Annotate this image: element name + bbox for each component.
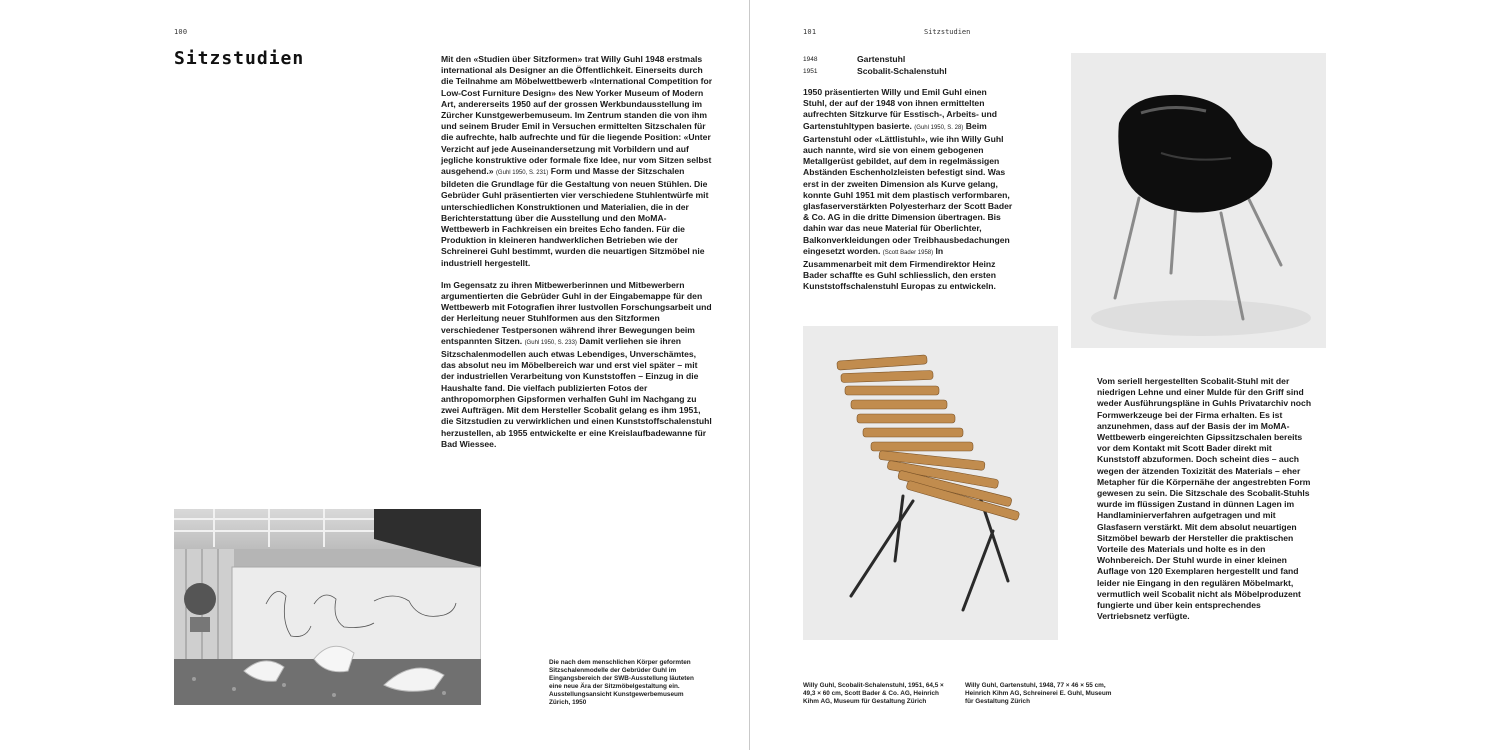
right-body-text-2 bbox=[1097, 376, 1313, 633]
paragraph: Mit den «Studien über Sitzformen» trat Willy Guhl 1948 erstmals international als Designer an die Öffentlichkeit. Einerseits durch die Teilnahme am Möbelwettbewerb «International Competition for Low-Cost Furniture Design» des New Yorker Museum of Modern Art, andererseits 1950 auf der grossen Werkbundausstellung im Zürcher Kunstgewerbemuseum. Im Zentrum standen die von ihm und seinem Bruder Emil in Versuchen ermittelten Sitzschalen für die aufrechte, halb aufrechte und für die liegende Position: «Unter Verzicht auf jede Auseinandersetzung mit Vorbildern und auf jegliche konstruktive oder formale fixe Idee, nur vom Sitzen selbst ausgehend.» (Guhl 1950, S. 231) Form und Masse der Sitzschalen bildeten die Grundlage für die Gestaltung von neuen Stühlen. Die Gebrüder Guhl präsentierten vier verschiedene Stuhlentwürfe mit unterschiedlichen Konstruktionen und Materialien, die in der Berichterstattung über die Ausstellung und den MoMA-Wettbewerb in Fachkreisen ein breites Echo fanden. Für die Produktion in kleineren handwerklichen Betrieben wie der Schreinerei Guhl bestimmt, wurden die neuartigen Sitzmöbel nie industriell hergestellt. bbox=[441, 54, 713, 268]
scobalit-chair-drawing bbox=[1071, 53, 1326, 348]
page-number-right: 101 bbox=[803, 28, 817, 36]
exhibition-photo bbox=[174, 509, 481, 705]
chapter-title: Sitzstudien bbox=[174, 48, 305, 69]
paragraph: Vom seriell hergestellten Scobalit-Stuhl mit der niedrigen Lehne und einer Mulde für den Griff sind weder Ausführungspläne in Guhls Privatarchiv noch Formwerkzeuge bei der Firma erhalten. Es ist anzunehmen, dass auf der Basis der im MoMA-Wettbewerb eingereichten Gipssitzschalen bereits vor dem Kontakt mit Scott Bader direkt mit Kunststoff abzuformen. Doch scheint dies – auch wegen der ätzenden Toxizität des Materials – eher Metapher für die Körpernähe der angestrebten Form gewesen zu sein. Die Sitzschale des Scobalit-Stuhls wurde im flüssigen Zustand in dünnen Lagen im Handlaminierverfahren aufgetragen und mit Glasfasern verstärkt. Mit dem absolut neuartigen Sitzmöbel bewarb der Hersteller die praktischen Vorteile des Materials und holte es in den Wohnbereich. Der Stuhl wurde in einer kleinen Auflage von 120 Exemplaren hergestellt und fand leider nie Eingang in den regulären Möbelmarkt, vermutlich weil Scobalit nicht als Möbelproduzent fungierte und über kein entsprechendes Vertriebsnetz verfügte. bbox=[1097, 376, 1312, 622]
caption-garden-chair: Willy Guhl, Gartenstuhl, 1948, 77 × 46 × 55 cm, Heinrich Kihm AG, Schreinerei E. Guhl, Museum für Gestaltung Zürich bbox=[965, 682, 1112, 706]
citation: (Scott Bader 1958) bbox=[882, 249, 934, 256]
scobalit-chair-photo bbox=[1071, 53, 1326, 348]
page-number-left: 100 bbox=[174, 28, 188, 36]
right-body-text-1 bbox=[803, 87, 1013, 304]
exhibition-photo-drawing bbox=[174, 509, 481, 705]
paragraph: 1950 präsentierten Willy und Emil Guhl einen Stuhl, der auf der 1948 von ihnen ermittelten aufrechten Sitzkurve für Esstisch-, Arbeits- und Gartenstuhltypen basierte. (Guhl 1950, S. 28) Beim Gartenstuhl oder «Lättlistuhl», wie ihn Willy Guhl auch nannte, wird sie von einem gebogenen Metallgerüst gebildet, auf dem in regelmässigen Abständen Eschenholzleisten befestigt sind. Was erst in der zweiten Dimension als Kurve gelang, konnte Guhl 1951 mit dem plastisch verformbaren, glasfaserverstärkten Polyesterharz der Scott Bader & Co. AG in die dritte Dimension übertragen. Bis dahin war das neue Material für Oberlichter, Balkonverkleidungen oder Treibhausbedachungen eingesetzt worden. (Scott Bader 1958) In Zusammenarbeit mit dem Firmendirektor Heinz Bader schaffte es Guhl schliesslich, den ersten Kunststoffschalenstuhl Europas zu entwickeln. bbox=[803, 87, 1013, 292]
date-year: 1951 bbox=[803, 67, 818, 75]
left-page bbox=[0, 0, 749, 750]
date-title: Scobalit-Schalenstuhl bbox=[857, 65, 947, 76]
photo-caption-exhibition: Die nach dem menschlichen Körper geformten Sitzschalenmodelle der Gebrüder Guhl im Eingangsbereich der SWB-Ausstellung läuteten eine neue Ära der Sitzmöbelgestaltung ein. Ausstellungsansicht Kunstgewerbemuseum Zürich, 1950 bbox=[549, 659, 694, 707]
running-head: Sitzstudien bbox=[924, 28, 971, 36]
dates-list bbox=[803, 54, 947, 77]
garden-chair-photo bbox=[803, 326, 1058, 640]
date-row bbox=[803, 66, 947, 78]
date-row bbox=[803, 54, 947, 66]
citation: (Guhl 1950, S. 28) bbox=[914, 124, 964, 131]
paragraph: Im Gegensatz zu ihren Mitbewerberinnen und Mitbewerbern argumentierten die Gebrüder Guhl in der Eingabemappe für den Wettbewerb mit Fotografien ihrer lustvollen Forschungsarbeit und der Herleitung neuer Stuhlformen aus den Sitzformen verschiedener Testpersonen während ihrer Bewegungen beim entspannten Sitzen. (Guhl 1950, S. 233) Damit verliehen sie ihren Sitzschalenmodellen auch etwas Lebendiges, Unverschämtes, das absolut neu im Möbelbereich war und erst viel später – mit der industriellen Verarbeitung von Kunststoffen – Einzug in die Haushalte fand. Die vielfach publizierten Fotos der anthropomorphen Gipsformen verhalfen Guhl im Nachgang zu zwei Aufträgen. Mit dem Hersteller Scobalit gelang es ihm 1951, die Sitzstudien zu verwirklichen und einen Kunststoffschalenstuhl herzustellen, ab 1955 entwickelte er eine Kreislaufbadewanne für Bad Wiessee. bbox=[441, 279, 712, 449]
caption-scobalit-chair: Willy Guhl, Scobalit-Schalenstuhl, 1951, 64,5 × 49,3 × 60 cm, Scott Bader & Co. AG, Heinrich Kihm AG, Museum für Gestaltung Zürich bbox=[803, 682, 944, 706]
date-title: Gartenstuhl bbox=[857, 54, 906, 64]
garden-chair-drawing bbox=[803, 326, 1058, 640]
citation: (Guhl 1950, S. 231) bbox=[495, 170, 549, 177]
date-year: 1948 bbox=[803, 56, 818, 63]
citation: (Guhl 1950, S. 233) bbox=[524, 339, 577, 346]
left-body-text bbox=[441, 54, 713, 461]
